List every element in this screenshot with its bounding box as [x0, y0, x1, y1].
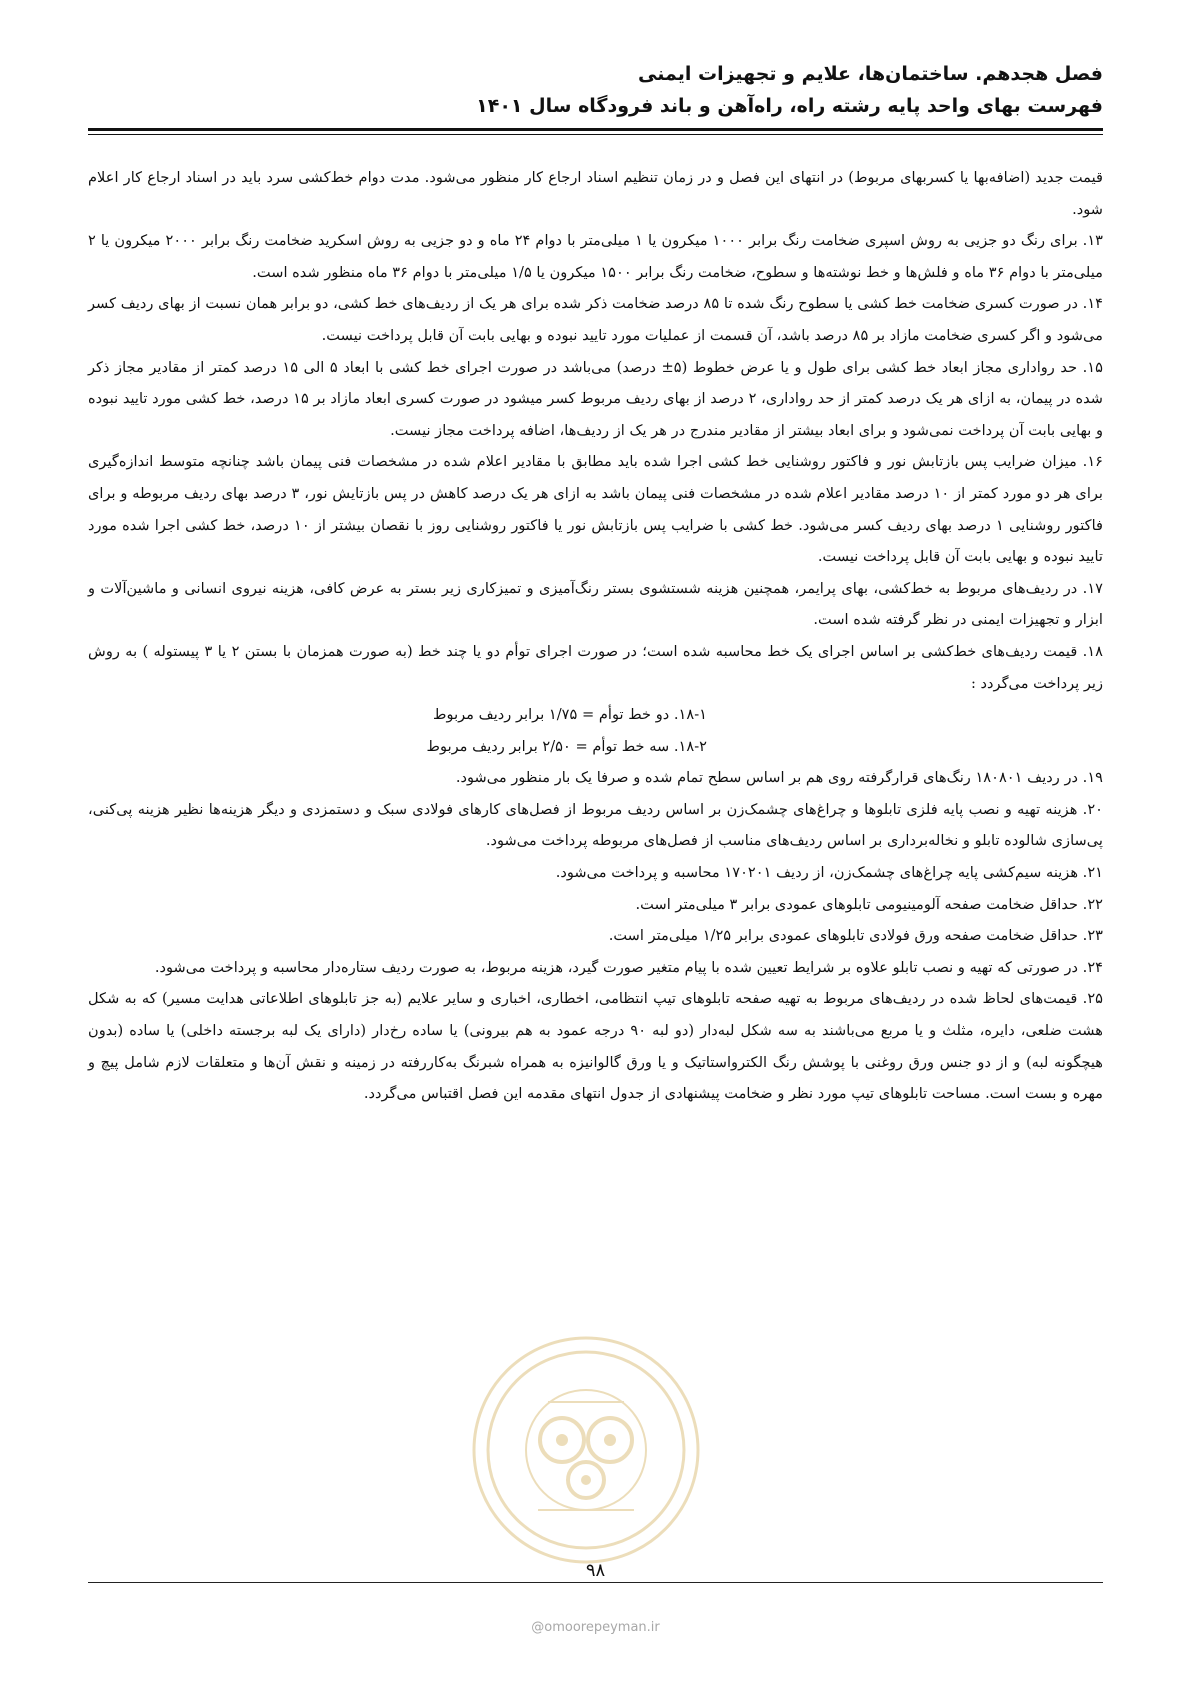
page-number: ۹۸	[585, 1560, 606, 1581]
paragraph-16: ۱۶. میزان ضرایب پس بازتابش نور و فاکتور روشنایی خط کشی اجرا شده باید مطابق با مقادیر اعلام شده در مشخصات فنی پیمان باشد چنانچه متوسط اندازه‌گیری برای هر دو مورد کمتر از ۱۰ درصد مقادیر اعلام شده در مشخصات فنی پیمان باشد به ازای هر یک درصد کاهش در پس بازتایش نور، ۳ درصد بهای ردیف مربوطه و برای فاکتور روشنایی ۱ درصد بهای ردیف کسر می‌شود. خط کشی با ضرایب پس بازتابش نور یا فاکتور روشنایی روز با نقصان بیشتر از ۱۰ درصد، خط کشی اجرا شده مورد تایید نبوده و بهایی بابت آن قابل پرداخت نیست.	[88, 453, 1103, 566]
seal-watermark-icon	[468, 1332, 704, 1568]
paragraph-19: ۱۹. در ردیف ۱۸۰۸۰۱ رنگ‌های قرارگرفته روی هم بر اساس سطح تمام شده و صرفا یک بار منظور می‌شود.	[455, 769, 1103, 787]
paragraph-18-2: ۱۸-۲. سه خط توأم = ۲/۵۰ برابر ردیف مربوط	[426, 737, 707, 755]
header-rule-thick	[88, 128, 1103, 131]
paragraph-17: ۱۷. در ردیف‌های مربوط به خط‌کشی، بهای پرایمر، همچنین هزینه شستشوی بستر رنگ‌آمیزی و تمیزکاری زیر بستر به عرض کافی، هزینه نیروی انسانی و ماشین‌آلات و ابزار و تجهیزات ایمنی در نظر گرفته شده است.	[88, 579, 1103, 629]
chapter-title: فصل هجدهم. ساختمان‌ها، علایم و تجهیزات ایمنی	[638, 63, 1103, 85]
paragraph-22: ۲۲. حداقل ضخامت صفحه آلومینیومی تابلوهای عمودی برابر ۳ میلی‌متر است.	[635, 895, 1103, 913]
paragraph-13: ۱۳. برای رنگ دو جزیی به روش اسپری ضخامت رنگ برابر ۱۰۰۰ میکرون یا ۱ میلی‌متر با دوام ۲۴ ماه و دو جزیی به روش اسکرید ضخامت رنگ برابر ۲۰۰۰ میکرون یا ۲ میلی‌متر با دوام ۳۶ ماه و فلش‌ها و خط نوشته‌ها و سطوح، ضخامت رنگ برابر ۱۵۰۰ میکرون یا ۱/۵ میلی‌متر با دوام ۳۶ ماه منظور شده است.	[88, 232, 1103, 281]
paragraph-14: ۱۴. در صورت کسری ضخامت خط کشی یا سطوح رنگ شده تا ۸۵ درصد ضخامت ذکر شده برای هر یک از ردیف‌های خط کشی، دو برابر همان نسبت از بهای ردیف کسر می‌شود و اگر کسری ضخامت مازاد بر ۸۵ درصد باشد، آن قسمت از عملیات مورد تایید نبوده و بهایی بابت آن قابل پرداخت نیست.	[88, 295, 1103, 344]
paragraph-20: ۲۰. هزینه تهیه و نصب پایه فلزی تابلوها و چراغ‌های چشمک‌زن بر اساس ردیف مربوط از فصل‌های کارهای فولادی سبک و دستمزدی و دیگر هزینه‌ها نظیر هزینه پی‌کنی، پی‌سازی شالوده تابلو و نخاله‌برداری بر اساس ردیف‌های مناسب از فصل‌های مربوطه پرداخت می‌شود.	[88, 800, 1103, 850]
paragraph-18-1: ۱۸-۱. دو خط توأم = ۱/۷۵ برابر ردیف مربوط	[433, 706, 707, 724]
price-list-title: فهرست بهای واحد پایه رشته راه، راه‌آهن و باند فرودگاه سال ۱۴۰۱	[476, 95, 1103, 117]
paragraph-intro: قیمت جدید (اضافه‌بها یا کسربهای مربوط) در انتهای این فصل و در زمان تنظیم اسناد ارجاع کار منظور می‌شود. مدت دوام خط‌کشی سرد باید در اسناد ارجاع کار اعلام شود.	[88, 169, 1103, 218]
paragraph-18: ۱۸. قیمت ردیف‌های خط‌کشی بر اساس اجرای یک خط محاسبه شده است؛ در صورت اجرای توأم دو یا چند خط (به صورت همزمان با بستن ۲ یا ۳ پیستوله ) به روش زیر پرداخت می‌گردد :	[88, 642, 1103, 692]
page-header	[88, 58, 1103, 122]
paragraph-15: ۱۵. حد رواداری مجاز ابعاد خط کشی برای طول و یا عرض خطوط (۵± درصد) می‌باشد در صورت اجرای خط کشی با ابعاد ۵ الی ۱۵ درصد کمتر از مقادیر مجاز ذکر شده در پیمان، به ازای هر یک درصد کمتر از حد رواداری، ۲ درصد از بهای ردیف مربوط کسر میشود در صورت کسری ابعاد مازاد بر ۱۵ درصد، خط کشی مورد تایید نبوده و بهایی بابت آن پرداخت نمی‌شود و برای ابعاد بیشتر از مقادیر مندرج در هر یک از ردیف‌ها، اضافه پرداخت مجاز نیست.	[88, 358, 1103, 439]
header-rule-thin	[88, 134, 1103, 135]
paragraph-23: ۲۳. حداقل ضخامت صفحه ورق فولادی تابلوهای عمودی برابر ۱/۲۵ میلی‌متر است.	[608, 927, 1103, 945]
watermark-url: @omoorepeyman.ir	[531, 1620, 660, 1635]
paragraph-25: ۲۵. قیمت‌های لحاظ شده در ردیف‌های مربوط به تهیه صفحه تابلوهای تیپ انتظامی، اخطاری، اخباری و سایر علایم (به جز تابلوهای اطلاعاتی هدایت مسیر) که به شکل هشت ضلعی، دایره، مثلث و یا مربع می‌باشند به سه شکل لبه‌دار (دو لبه ۹۰ درجه عمود به هم بیرونی) یا ساده رخ‌دار (دارای یک لبه برجسته داخلی) یا ساده (بدون هیچگونه لبه) و از دو جنس ورق روغنی با پوشش رنگ الکترواستاتیک و یا ورق گالوانیزه به همراه شبرنگ به‌کاررفته در زمینه و نقش آن‌ها و متعلقات لازم شامل پیچ و مهره و بست است. مساحت تابلوهای تیپ مورد نظر و ضخامت پیشنهادی از جدول انتهای مقدمه این فصل اقتباس می‌گردد.	[88, 990, 1103, 1103]
paragraph-21: ۲۱. هزینه سیم‌کشی پایه چراغ‌های چشمک‌زن، از ردیف ۱۷۰۲۰۱ محاسبه و پرداخت می‌شود.	[555, 864, 1103, 882]
footer-rule	[88, 1582, 1103, 1583]
document-body	[88, 162, 1103, 1110]
paragraph-24: ۲۴. در صورتی که تهیه و نصب تابلو علاوه بر شرایط تعیین شده با پیام متغیر صورت گیرد، هزینه مربوط، به صورت ردیف ستاره‌دار محاسبه و پرداخت می‌شود.	[154, 958, 1103, 976]
